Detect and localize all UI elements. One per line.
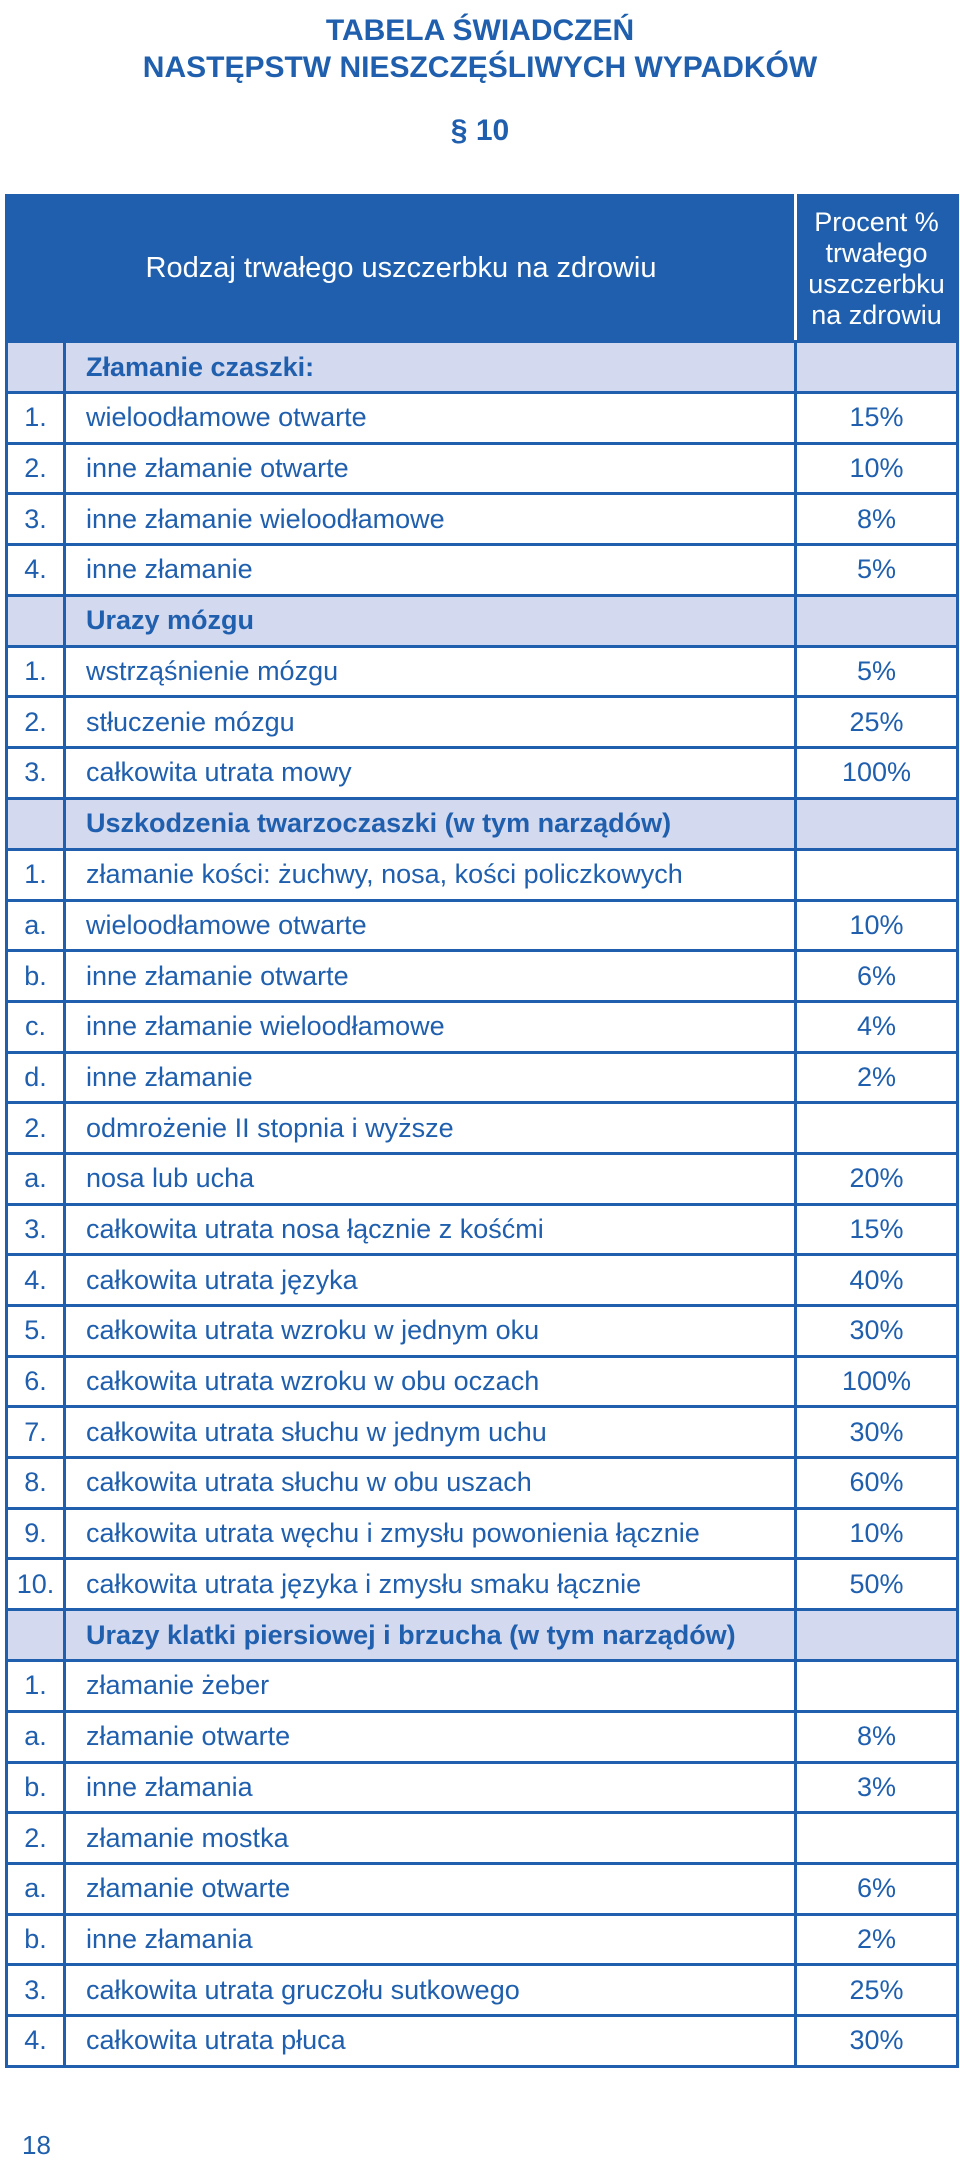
table-row	[7, 1965, 958, 2016]
row-number: b.	[7, 951, 65, 1002]
table-row	[7, 1762, 958, 1813]
section-number: § 10	[450, 114, 510, 147]
row-percent: 5%	[796, 545, 958, 596]
row-number: c.	[7, 1001, 65, 1052]
table-row	[7, 443, 958, 494]
table-row	[7, 951, 958, 1002]
category-row	[7, 798, 958, 849]
row-description: złamanie kości: żuchwy, nosa, kości policzkowych	[65, 849, 796, 900]
row-description: całkowita utrata płuca	[65, 2015, 796, 2066]
row-number: 3.	[7, 494, 65, 545]
table-row	[7, 1255, 958, 1306]
row-percent: 10%	[796, 1508, 958, 1559]
category-label: Urazy klatki piersiowej i brzucha (w tym narządów)	[65, 1610, 796, 1661]
row-number: 2.	[7, 697, 65, 748]
row-description: całkowita utrata języka i zmysłu smaku łącznie	[65, 1559, 796, 1610]
category-label: Uszkodzenia twarzoczaszki (w tym narządów)	[65, 798, 796, 849]
row-percent: 30%	[796, 1306, 958, 1357]
row-percent: 10%	[796, 900, 958, 951]
row-number: a.	[7, 900, 65, 951]
table-row	[7, 494, 958, 545]
row-number: a.	[7, 1153, 65, 1204]
table-row	[7, 1863, 958, 1914]
row-number: 3.	[7, 748, 65, 799]
table-row	[7, 1001, 958, 1052]
row-percent: 8%	[796, 494, 958, 545]
row-description: całkowita utrata mowy	[65, 748, 796, 799]
row-number: 2.	[7, 443, 65, 494]
row-description: inne złamanie wieloodłamowe	[65, 1001, 796, 1052]
table-row	[7, 1813, 958, 1864]
table-body	[7, 342, 958, 2067]
table-row	[7, 900, 958, 951]
row-percent: 30%	[796, 2015, 958, 2066]
table-header-row	[7, 196, 958, 342]
category-pct-cell	[796, 342, 958, 393]
row-description: złamanie otwarte	[65, 1863, 796, 1914]
row-number: 2.	[7, 1103, 65, 1154]
category-pct-cell	[796, 595, 958, 646]
row-number: 2.	[7, 1813, 65, 1864]
row-number: b.	[7, 1762, 65, 1813]
row-description: stłuczenie mózgu	[65, 697, 796, 748]
table-row	[7, 1356, 958, 1407]
row-description: złamanie mostka	[65, 1813, 796, 1864]
row-percent: 50%	[796, 1559, 958, 1610]
row-number: 8.	[7, 1458, 65, 1509]
row-description: złamanie żeber	[65, 1661, 796, 1712]
row-description: inne złamania	[65, 1762, 796, 1813]
category-num-cell	[7, 595, 65, 646]
row-number: a.	[7, 1711, 65, 1762]
benefits-table	[5, 194, 959, 2068]
row-percent: 40%	[796, 1255, 958, 1306]
row-description: inne złamanie	[65, 545, 796, 596]
row-description: całkowita utrata słuchu w jednym uchu	[65, 1407, 796, 1458]
row-description: inne złamanie otwarte	[65, 951, 796, 1002]
row-percent: 10%	[796, 443, 958, 494]
table-row	[7, 393, 958, 444]
category-pct-cell	[796, 1610, 958, 1661]
row-number: 10.	[7, 1559, 65, 1610]
table-row	[7, 1661, 958, 1712]
row-percent: 30%	[796, 1407, 958, 1458]
row-number: d.	[7, 1052, 65, 1103]
row-description: wieloodłamowe otwarte	[65, 393, 796, 444]
row-number: 4.	[7, 545, 65, 596]
row-percent: 15%	[796, 1204, 958, 1255]
row-description: całkowita utrata wzroku w obu oczach	[65, 1356, 796, 1407]
row-percent: 25%	[796, 1965, 958, 2016]
row-percent: 6%	[796, 951, 958, 1002]
table-row	[7, 646, 958, 697]
category-row	[7, 342, 958, 393]
row-description: wieloodłamowe otwarte	[65, 900, 796, 951]
row-description: całkowita utrata słuchu w obu uszach	[65, 1458, 796, 1509]
row-percent: 20%	[796, 1153, 958, 1204]
table-row	[7, 697, 958, 748]
row-description: nosa lub ucha	[65, 1153, 796, 1204]
row-percent	[796, 1661, 958, 1712]
table-row	[7, 849, 958, 900]
row-percent: 100%	[796, 748, 958, 799]
table-row	[7, 545, 958, 596]
category-label: Urazy mózgu	[65, 595, 796, 646]
row-number: 3.	[7, 1204, 65, 1255]
row-percent: 2%	[796, 1052, 958, 1103]
page-number: 18	[22, 2130, 51, 2160]
category-row	[7, 1610, 958, 1661]
title-line-1: TABELA ŚWIADCZEŃ	[325, 14, 635, 47]
row-number: 3.	[7, 1965, 65, 2016]
row-description: złamanie otwarte	[65, 1711, 796, 1762]
row-number: 4.	[7, 2015, 65, 2066]
row-percent: 25%	[796, 697, 958, 748]
row-percent: 2%	[796, 1914, 958, 1965]
table-row	[7, 1103, 958, 1154]
row-number: 1.	[7, 1661, 65, 1712]
document-title	[0, 12, 960, 86]
row-description: całkowita utrata gruczołu sutkowego	[65, 1965, 796, 2016]
category-num-cell	[7, 342, 65, 393]
table-row	[7, 1508, 958, 1559]
row-number: 1.	[7, 393, 65, 444]
table-row	[7, 1052, 958, 1103]
table-row	[7, 1407, 958, 1458]
row-percent: 100%	[796, 1356, 958, 1407]
row-number: b.	[7, 1914, 65, 1965]
row-percent: 60%	[796, 1458, 958, 1509]
row-number: 4.	[7, 1255, 65, 1306]
row-description: wstrząśnienie mózgu	[65, 646, 796, 697]
category-label: Złamanie czaszki:	[65, 342, 796, 393]
row-number: 6.	[7, 1356, 65, 1407]
table-row	[7, 1458, 958, 1509]
table-row	[7, 1153, 958, 1204]
table-row	[7, 1559, 958, 1610]
row-percent: 15%	[796, 393, 958, 444]
category-row	[7, 595, 958, 646]
row-percent	[796, 1813, 958, 1864]
row-number: 1.	[7, 849, 65, 900]
row-description: inne złamanie otwarte	[65, 443, 796, 494]
table-row	[7, 1914, 958, 1965]
category-num-cell	[7, 798, 65, 849]
row-percent	[796, 849, 958, 900]
header-injury-type: Rodzaj trwałego uszczerbku na zdrowiu	[7, 196, 796, 342]
title-line-2: NASTĘPSTW NIESZCZĘŚLIWYCH WYPADKÓW	[142, 51, 818, 84]
row-percent: 3%	[796, 1762, 958, 1813]
row-description: całkowita utrata węchu i zmysłu powonienia łącznie	[65, 1508, 796, 1559]
category-pct-cell	[796, 798, 958, 849]
row-percent	[796, 1103, 958, 1154]
table-row	[7, 2015, 958, 2066]
header-percent: Procent % trwałego uszczerbku na zdrowiu	[796, 196, 958, 342]
table-row	[7, 1306, 958, 1357]
row-number: 5.	[7, 1306, 65, 1357]
row-percent: 4%	[796, 1001, 958, 1052]
table-row	[7, 748, 958, 799]
row-percent: 8%	[796, 1711, 958, 1762]
row-description: odmrożenie II stopnia i wyższe	[65, 1103, 796, 1154]
row-percent: 5%	[796, 646, 958, 697]
row-description: całkowita utrata wzroku w jednym oku	[65, 1306, 796, 1357]
row-description: całkowita utrata języka	[65, 1255, 796, 1306]
row-description: inne złamanie wieloodłamowe	[65, 494, 796, 545]
row-description: całkowita utrata nosa łącznie z kośćmi	[65, 1204, 796, 1255]
row-number: a.	[7, 1863, 65, 1914]
category-num-cell	[7, 1610, 65, 1661]
row-description: inne złamanie	[65, 1052, 796, 1103]
row-description: inne złamania	[65, 1914, 796, 1965]
row-percent: 6%	[796, 1863, 958, 1914]
table-row	[7, 1711, 958, 1762]
table-row	[7, 1204, 958, 1255]
row-number: 9.	[7, 1508, 65, 1559]
row-number: 1.	[7, 646, 65, 697]
row-number: 7.	[7, 1407, 65, 1458]
